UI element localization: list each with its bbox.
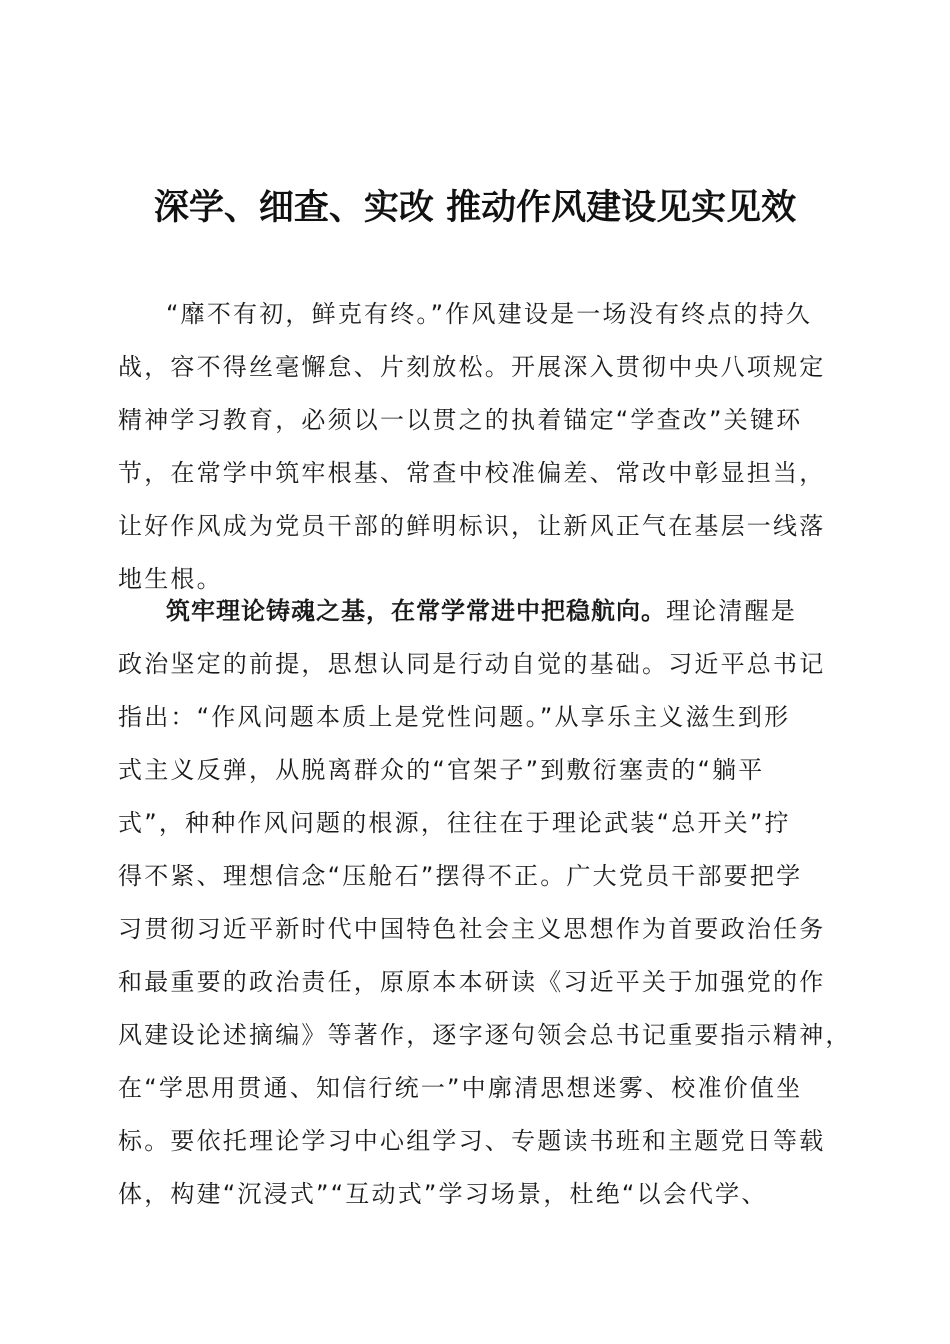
paragraph-theory — [118, 585, 852, 1221]
text-line: 指出：“作风问题本质上是党性问题。”从享乐主义滋生到形 — [118, 703, 791, 731]
text-fragment: 理论清醒是 — [666, 597, 797, 625]
text-line: 风建设论述摘编》等著作，逐字逐句领会总书记重要指示精神， — [118, 1021, 852, 1049]
text-line: 式主义反弹，从脱离群众的“官架子”到敷衍塞责的“躺平 — [118, 756, 765, 784]
text-line: “靡不有初，鲜克有终。”作风建设是一场没有终点的持久 — [166, 300, 813, 328]
text-line: 让好作风成为党员干部的鲜明标识，让新风正气在基层一线落 — [118, 512, 826, 540]
text-line: 战，容不得丝毫懈怠、片刻放松。开展深入贯彻中央八项规定 — [118, 353, 826, 381]
text-line: 精神学习教育，必须以一以贯之的执着锚定“学查改”关键环 — [118, 406, 803, 434]
text-line: 得不紧、理想信念“压舱石”摆得不正。广大党员干部要把学 — [118, 862, 803, 890]
text-line: 体，构建“沉浸式”“互动式”学习场景，杜绝“以会代学、 — [118, 1180, 768, 1208]
text-line: 标。要依托理论学习中心组学习、专题读书班和主题党日等载 — [118, 1127, 826, 1155]
document-title: 深学、细查、实改 推动作风建设见实见效 — [153, 187, 797, 228]
text-line: 习贯彻习近平新时代中国特色社会主义思想作为首要政治任务 — [118, 915, 826, 943]
text-line: 在“学思用贯通、知信行统一”中廓清思想迷雾、校准价值坐 — [118, 1074, 803, 1102]
text-line: 和最重要的政治责任，原原本本研读《习近平关于加强党的作 — [118, 968, 826, 996]
text-line — [118, 585, 838, 638]
text-line: 地生根。 — [118, 565, 223, 593]
section-lead-sentence: 筑牢理论铸魂之基，在常学常进中把稳航向。 — [166, 597, 666, 625]
paragraph-intro — [118, 288, 838, 606]
text-line: 式”，种种作风问题的根源，往往在于理论武装“总开关”拧 — [118, 809, 791, 837]
text-line: 政治坚定的前提，思想认同是行动自觉的基础。习近平总书记 — [118, 650, 826, 678]
text-line: 节，在常学中筑牢根基、常查中校准偏差、常改中彰显担当， — [118, 459, 826, 487]
